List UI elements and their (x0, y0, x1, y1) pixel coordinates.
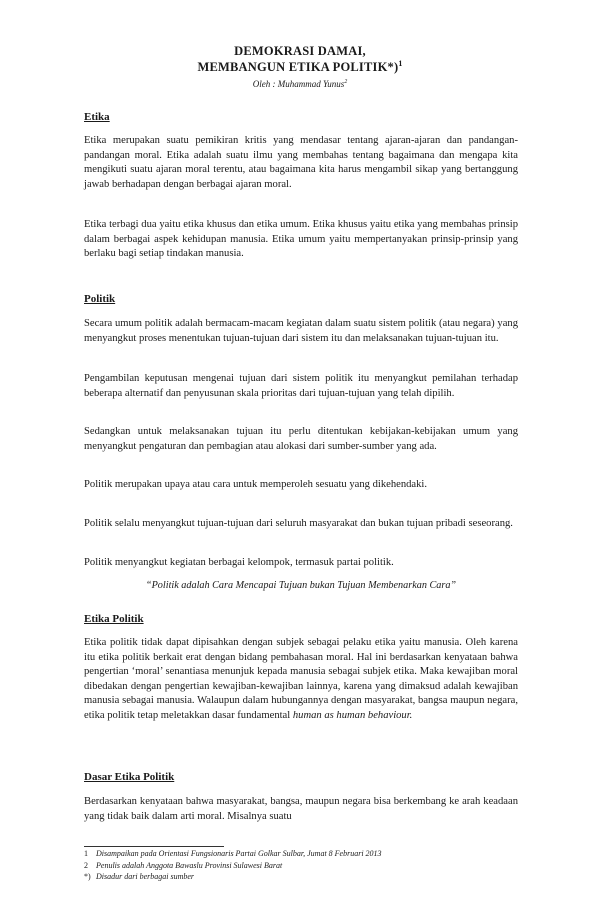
politik-paragraph-5: Politik selalu menyangkut tujuan-tujuan dari seluruh masyarakat dan bukan tujuan pribadi seseorang. (84, 518, 513, 529)
title-footnote-mark: 1 (398, 59, 403, 68)
footnote-3-text: Disadur dari berbagai sumber (96, 872, 195, 881)
footnote-1 (84, 849, 524, 859)
footnote-divider (84, 846, 224, 847)
author-text: Oleh : Muhammad Yunus (252, 79, 345, 89)
politik-paragraph-1: Secara umum politik adalah bermacam-macam kegiatan dalam suatu sistem politik (atau negara) yang menyangkut proses menentukan tujuan-tujuan dari sistem itu dan melaksanakan tujuan-tujuan itu. (84, 318, 518, 344)
author-footnote-mark: 2 (344, 79, 348, 85)
heading-etika-politik: Etika Politik (84, 613, 144, 625)
dasar-paragraph-1: Berdasarkan kenyataan bahwa masyarakat, bangsa, maupun negara bisa berkembang ke arah keadaan yang tidak baik dalam arti moral. Misalnya suatu (84, 796, 518, 822)
heading-etika: Etika (84, 111, 110, 123)
document-title-line-1: DEMOKRASI DAMAI, (234, 44, 366, 58)
footnote-1-mark: 1 (84, 849, 88, 858)
politik-paragraph-2: Pengambilan keputusan mengenai tujuan dari sistem politik itu menyangkut pemilahan terhadap beberapa alternatif dan penyusunan skala prioritas dari tujuan-tujuan yang telah dipilih. (84, 373, 518, 399)
author-line (0, 79, 600, 89)
politik-quote: “Politik adalah Cara Mencapai Tujuan bukan Tujuan Membenarkan Cara” (145, 580, 457, 591)
heading-politik: Politik (84, 293, 116, 305)
politik-paragraph-6: Politik menyangkut kegiatan berbagai kelompok, termasuk partai politik. (84, 557, 394, 568)
heading-dasar-etika-politik: Dasar Etika Politik (84, 771, 175, 783)
etika-politik-italic-phrase: human as human behaviour. (292, 709, 413, 721)
etika-paragraph-2: Etika terbagi dua yaitu etika khusus dan etika umum. Etika khusus yaitu etika yang membahas prinsip dalam berbagai aspek kehidupan manusia. Etika umum yaitu mempertanyakan prinsip-prinsip yang berlaku bagi setiap tindakan manusia. (84, 219, 518, 259)
politik-paragraph-3: Sedangkan untuk melaksanakan tujuan itu perlu ditentukan kebijakan-kebijakan umum yang menyangkut pengaturan dan pembagian atau alokasi dari sumber-sumber yang ada. (84, 426, 518, 452)
etika-paragraph-1: Etika merupakan suatu pemikiran kritis yang mendasar tentang ajaran-ajaran dan pandangan-pandangan moral. Etika adalah suatu ilmu yang membahas tentang bagaimana dan mengapa kita mengikuti suatu ajaran moral terentu, atau bagaimana kita harus mengambil sikap yang bertanggung jawab berhadapan dengan berbagai ajaran moral. (84, 135, 518, 190)
document-title-text: MEMBANGUN ETIKA POLITIK*) (197, 60, 399, 75)
footnote-3 (84, 872, 524, 882)
politik-paragraph-4: Politik merupakan upaya atau cara untuk memperoleh sesuatu yang dikehendaki. (84, 479, 428, 490)
footnote-2-mark: 2 (84, 861, 88, 870)
footnote-2 (84, 861, 524, 871)
etika-politik-paragraph-text: Etika politik tidak dapat dipisahkan dengan subjek sebagai pelaku etika yaitu manusia. Oleh karena itu etika politik berkait erat dengan bidang pembahasan moral. Hal ini berdasarkan kenyataan bahwa pengertian ‘moral’ senantiasa menunjuk kepada manusia sebagai subjek etika. Maka kewajiban moral dibedakan dengan pengertian kewajiban-kewajiban lainnya, karena yang dimaksud adalah kewajiban manusia sebagai manusia. Walaupun dalam hubungannya dengan masyarakat, bangsa maupun negara, etika politik tetap meletakkan dasar fundamental (84, 637, 518, 721)
footnote-3-mark: *) (84, 872, 91, 881)
document-title-line-2 (0, 59, 600, 75)
footnote-2-text: Penulis adalah Anggota Bawaslu Provinsi Sulawesi Barat (96, 861, 283, 870)
etika-politik-paragraph-1 (84, 636, 518, 723)
footnote-1-text: Disampaikan pada Orientasi Fungsionaris Partai Golkar Sulbar, Jumat 8 Februari 2013 (96, 849, 382, 858)
